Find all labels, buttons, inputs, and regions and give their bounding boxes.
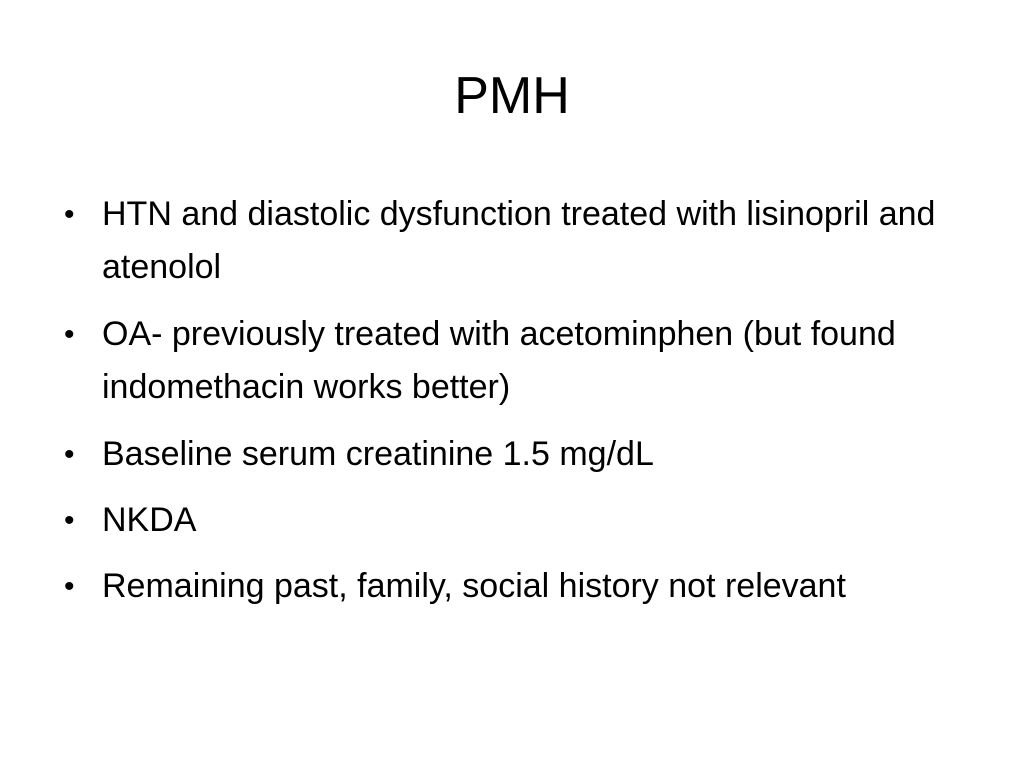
bullet-icon: • <box>64 570 75 603</box>
bullet-item-creatinine <box>62 428 942 481</box>
bullet-item-nkda <box>62 494 942 547</box>
bullet-item-oa <box>62 308 942 414</box>
bullet-icon: • <box>64 504 75 537</box>
slide-title: PMH <box>454 67 570 125</box>
bullet-text: NKDA <box>102 501 197 539</box>
bullet-list <box>62 188 942 627</box>
bullet-icon: • <box>64 198 75 231</box>
bullet-item-history <box>62 560 942 613</box>
bullet-text: OA- previously treated with acetominphen (but found indomethacin works better) <box>102 315 896 406</box>
bullet-icon: • <box>64 438 75 471</box>
bullet-icon: • <box>64 318 75 351</box>
bullet-text: Baseline serum creatinine 1.5 mg/dL <box>102 435 654 473</box>
bullet-item-htn <box>62 188 942 294</box>
bullet-text: HTN and diastolic dysfunction treated with lisinopril and atenolol <box>102 195 936 286</box>
bullet-text: Remaining past, family, social history not relevant <box>102 567 846 605</box>
